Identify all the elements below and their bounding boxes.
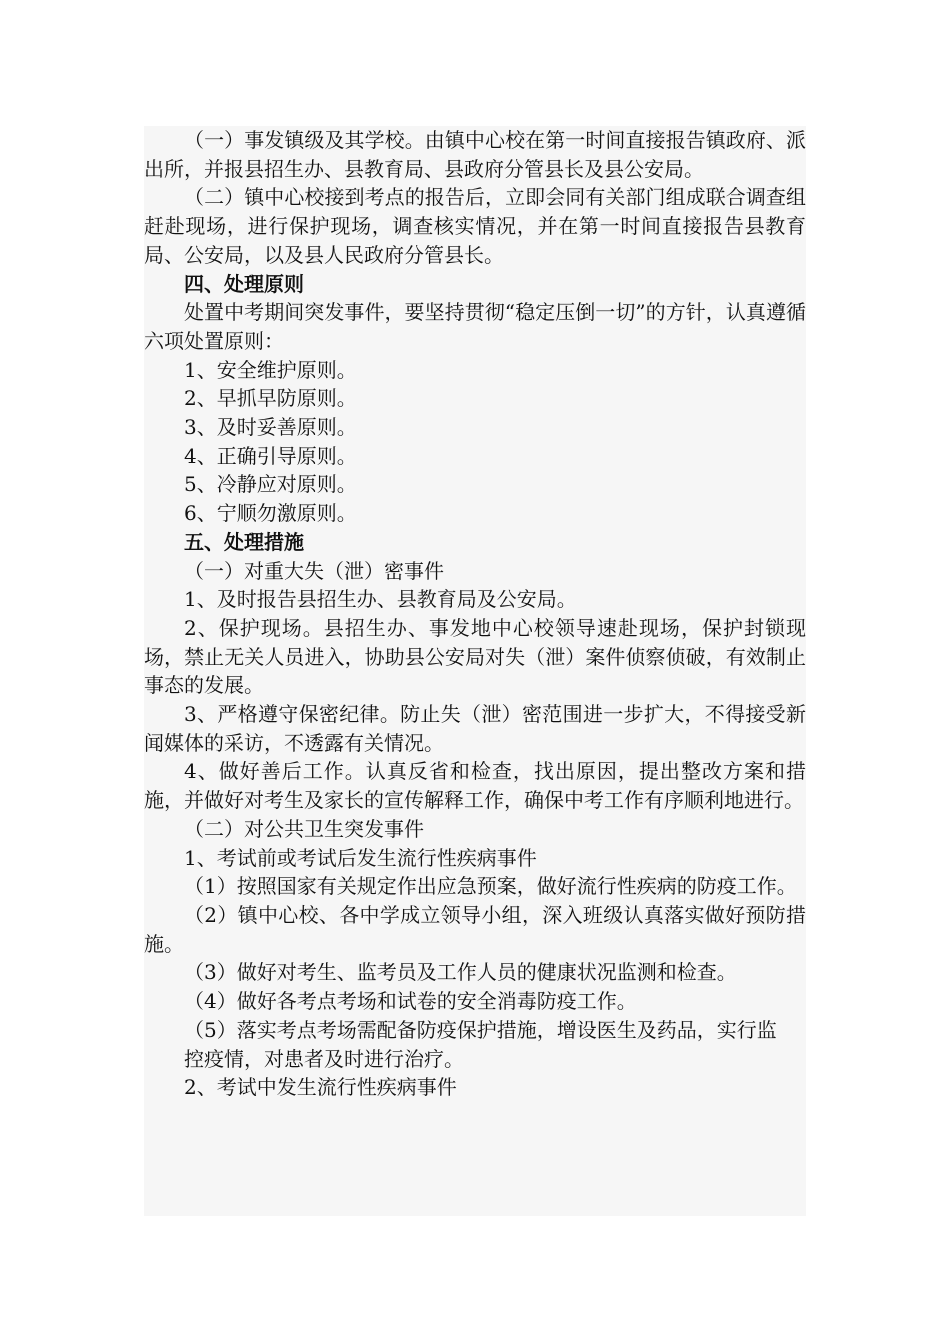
section-heading: 五、处理措施 [184,529,304,554]
list-item: 4、正确引导原则。 [184,443,357,468]
paragraph: （4）做好各考点考场和试卷的安全消毒防疫工作。 [184,989,637,1014]
subsection-heading: （二）对公共卫生突发事件 [184,816,424,841]
paragraph: 1、及时报告县招生办、县教育局及公安局。 [184,587,577,612]
paragraph: 1、考试前或考试后发生流行性疾病事件 [184,845,537,870]
subsection-heading: （一）对重大失（泄）密事件 [184,558,444,583]
paragraph: （一）事发镇级及其学校。由镇中心校在第一时间直接报告镇政府、派出所，并报县招生办、县教育局、县政府分管县长及县公安局。 [144,128,806,181]
paragraph: （1）按照国家有关规定作出应急预案，做好流行性疾病的防疫工作。 [184,874,797,899]
paragraph: 4、做好善后工作。认真反省和检查，找出原因，提出整改方案和措施，并做好对考生及家长的宣传解释工作，确保中考工作有序顺利地进行。 [144,759,806,813]
list-item: 6、宁顺勿激原则。 [184,501,357,526]
list-item: 5、冷静应对原则。 [184,472,357,497]
paragraph: （5）落实考点考场需配备防疫保护措施，增设医生及药品，实行监 [184,1017,777,1042]
paragraph: 处置中考期间突发事件，要坚持贯彻“稳定压倒一切”的方针，认真遵循六项处置原则： [144,300,806,353]
list-item: 2、早抓早防原则。 [184,386,357,411]
list-item: 1、安全维护原则。 [184,357,357,382]
paragraph: 控疫情，对患者及时进行治疗。 [184,1046,464,1071]
paragraph: （2）镇中心校、各中学成立领导小组，深入班级认真落实做好预防措施。 [144,902,806,956]
paragraph: 2、考试中发生流行性疾病事件 [184,1075,457,1100]
paragraph: 3、严格遵守保密纪律。防止失（泄）密范围进一步扩大，不得接受新闻媒体的采访，不透露有关情况。 [144,702,806,755]
paragraph: （3）做好对考生、监考员及工作人员的健康状况监测和检查。 [184,960,737,985]
paragraph: 2、保护现场。县招生办、事发地中心校领导速赴现场，保护封锁现场，禁止无关人员进入，协助县公安局对失（泄）案件侦察侦破，有效制止事态的发展。 [144,615,806,698]
paragraph: （二）镇中心校接到考点的报告后，立即会同有关部门组成联合调查组赶赴现场，进行保护现场，调查核实情况，并在第一时间直接报告县教育局、公安局，以及县人民政府分管县长。 [144,185,806,267]
list-item: 3、及时妥善原则。 [184,415,357,440]
section-heading: 四、处理原则 [184,271,304,296]
document-body [144,126,806,1216]
